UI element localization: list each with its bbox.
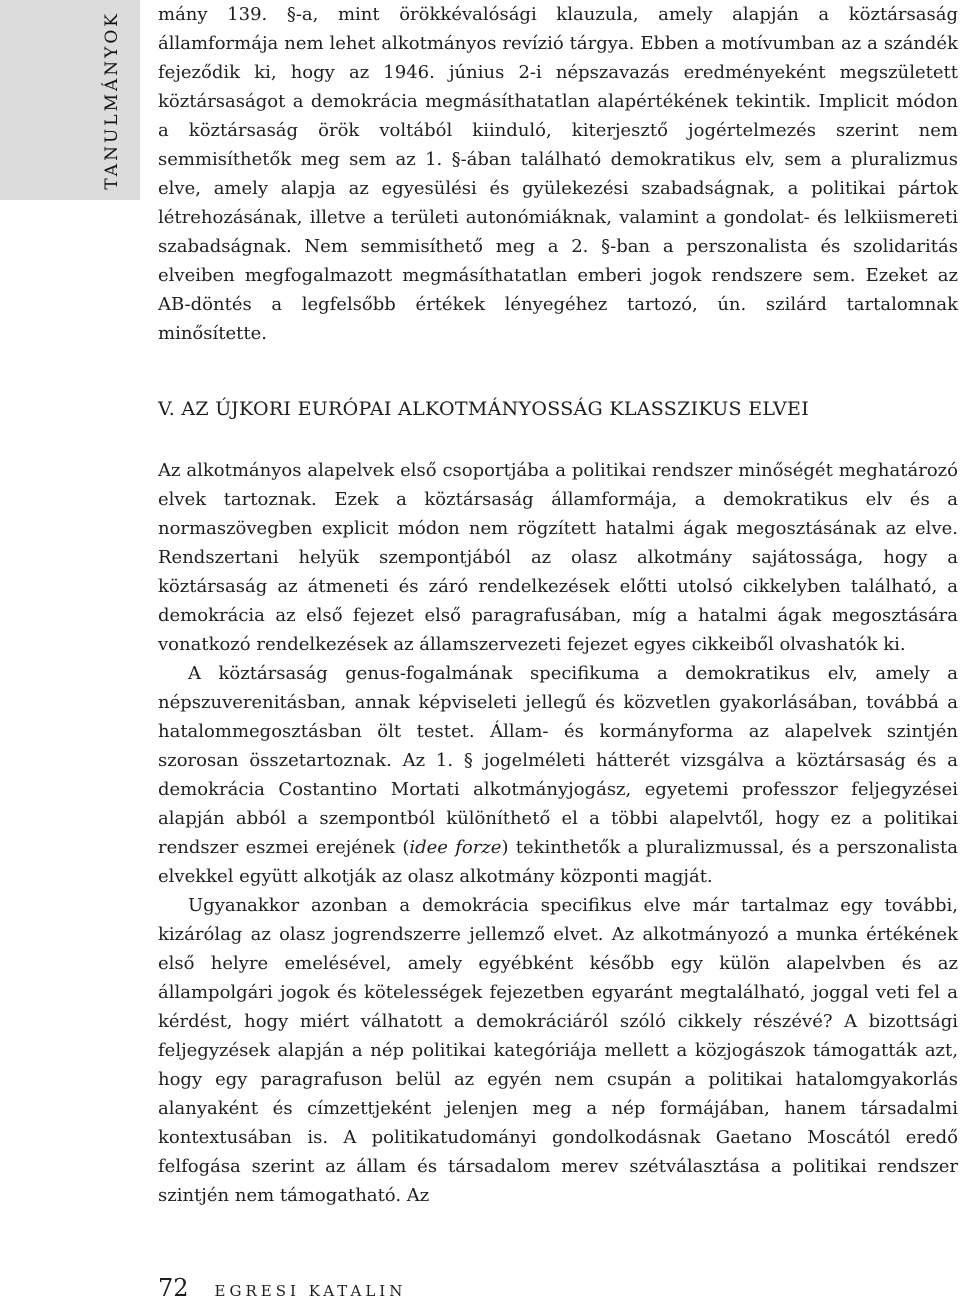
paragraph-2-start: A köztársaság genus-fogalmának specifikuma a demokratikus elv, amely a népszuverenitásban, annak képviseleti jellegű és közvetlen gyakorlásában, továbbá a hatalommegosztásban ölt testet. Állam- és kormányforma az alapelvek szintjén szorosan összetartoznak. Az 1. § jogelméleti hátterét vizsgálva a köztársaság és a demokrácia Costantino Mortati alkotmányjogász, egyetemi professzor feljegyzései alapján abból a szempontból különíthető el a többi alapelvtől, hogy ez a politikai rendszer eszmei erejének ( bbox=[158, 663, 958, 858]
page-number: 72 bbox=[158, 1274, 189, 1302]
main-text-block bbox=[158, 456, 958, 1210]
paragraph-continued: mány 139. §-a, mint örökkévalósági klauzula, amely alapján a köztársaság államformája nem lehet alkotmányos revízió tárgya. Ebben a motívumban az a szándék fejeződik ki, hogy az 1946. június 2-i népszavazás eredményeként megszületett köztársaságot a demokrácia megmásíthatatlan alapértékének tekintik. Implicit módon a köztársaság örök voltából kiinduló, kiterjesztő jogértelmezés szerint nem semmisíthetők meg sem az 1. §-ában található demokratikus elv, sem a pluralizmus elve, amely alapja az egyesülési és gyülekezési szabadságnak, a politikai pártok létrehozásának, illetve a területi autonómiáknak, valamint a gondolat- és lelkiismereti szabadságnak. Nem semmisíthető meg a 2. §-ban a perszonalista és szolidaritás elveiben megfogalmazott megmásíthatatlan emberi jogok rendszere sem. Ezeket az AB-döntés a legfelsőbb értékek lényegéhez tartozó, ún. szilárd tartalomnak minősítette. bbox=[158, 4, 958, 344]
paragraph-2 bbox=[158, 659, 958, 891]
running-author: EGRESI KATALIN bbox=[214, 1282, 407, 1300]
section-label-text: TANULMÁNYOK bbox=[102, 10, 122, 190]
paragraph-2-italic-term: idee forze bbox=[409, 837, 502, 858]
page-footer bbox=[158, 1274, 406, 1302]
top-text-block bbox=[158, 0, 958, 348]
paragraph-1: Az alkotmányos alapelvek első csoportjába a politikai rendszer minőségét meghatározó elvek tartoznak. Ezek a köztársaság államformája, a demokratikus elv és a normaszövegben explicit módon nem rögzített hatalmi ágak megosztásának az elve. Rendszertani helyük szempontjából az olasz alkotmány sajátossága, hogy a köztársaság az átmeneti és záró rendelkezések előtti utolsó cikkelyben található, a demokrácia az első fejezet első paragrafusában, míg a hatalmi ágak megosztására vonatkozó rendelkezések az államszervezeti fejezet egyes cikkeiből olvashatók ki. bbox=[158, 460, 958, 655]
paragraph-2-end: ) tekinthetők a pluralizmussal, és a perszonalista elvekkel együtt alkotják az olasz alkotmány központi magját. bbox=[158, 837, 959, 887]
section-label bbox=[84, 0, 140, 200]
section-heading: V. AZ ÚJKORI EURÓPAI ALKOTMÁNYOSSÁG KLASSZIKUS ELVEI bbox=[158, 398, 810, 420]
paragraph-3: Ugyanakkor azonban a demokrácia specifikus elve már tartalmaz egy további, kizárólag az olasz jogrendszerre jellemző elvet. Az alkotmányozó a munka értékének első helyre emelésével, amely egyébként később egy külön alapelvben és az állampolgári jogok és kötelességek fejezetben egyaránt megtalálható, joggal veti fel a kérdést, hogy miért válhatott a demokráciáról szóló cikkely részévé? A bizottsági feljegyzések alapján a nép politikai kategóriája mellett a közjogászok támogatták azt, hogy egy paragrafuson belül az egyén nem csupán a politikai hatalomgyakorlás alanyaként és címzettjeként jelenjen meg a nép formájában, hanem társadalmi kontextusában is. A politikatudományi gondolkodásnak Gaetano Moscától eredő felfogása szerint az állam és társadalom merev szétválasztása a politikai rendszer szintjén nem támogatható. Az bbox=[158, 895, 958, 1206]
